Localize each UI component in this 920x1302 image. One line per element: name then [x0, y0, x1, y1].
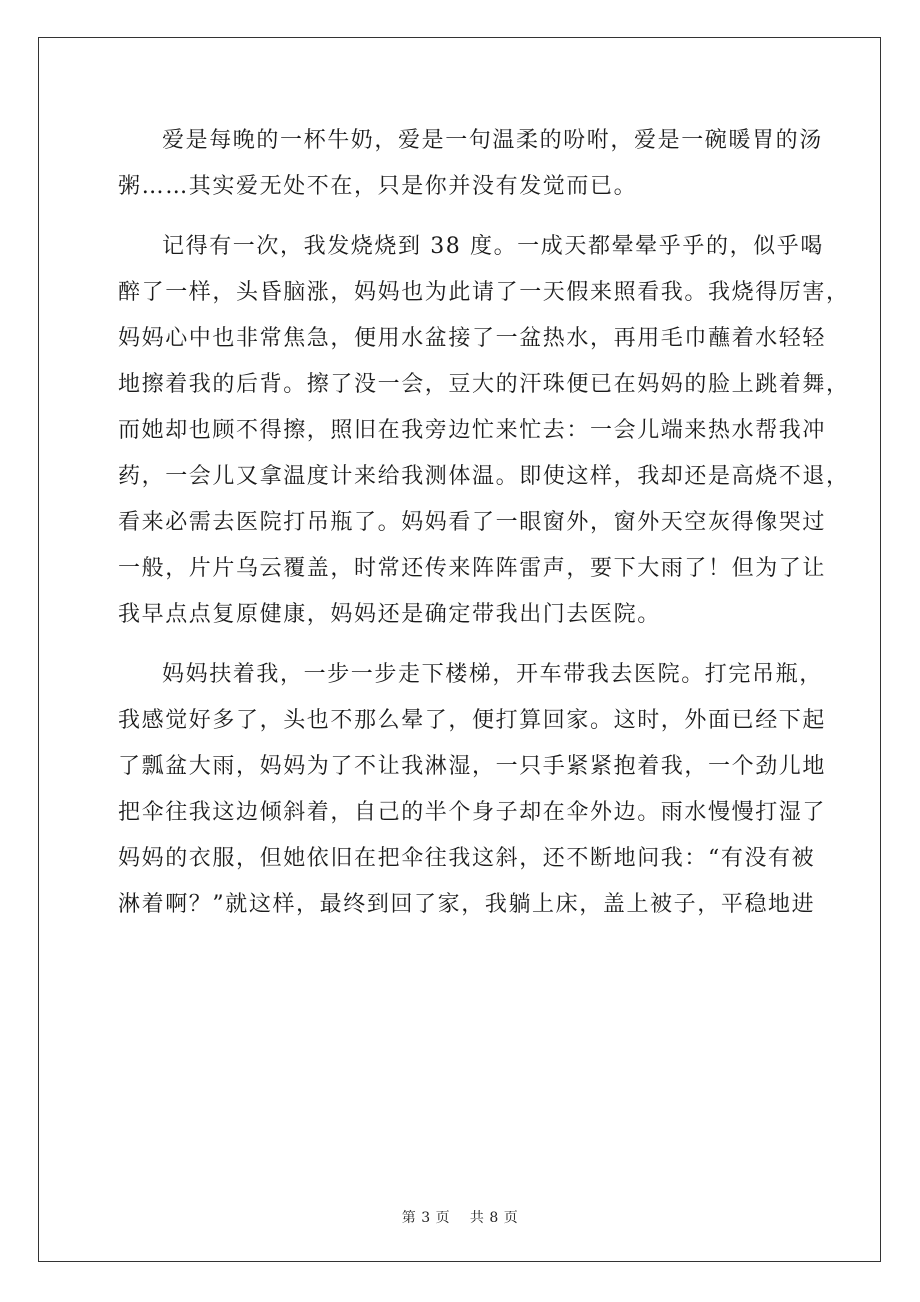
text-line: 我早点点复原健康，妈妈还是确定带我出门去医院。 [118, 602, 661, 627]
text-line: 看来必需去医院打吊瓶了。妈妈看了一眼窗外，窗外天空灰得像哭过 [118, 510, 827, 535]
page-number-total: 共 8 页 [469, 1210, 519, 1226]
document-body [118, 118, 850, 928]
page-number-current: 第 3 页 [401, 1210, 451, 1226]
page-footer [0, 1207, 920, 1227]
text-line: 我感觉好多了，头也不那么晕了，便打算回家。这时，外面已经下起 [118, 708, 827, 733]
text-line: 药，一会儿又拿温度计来给我测体温。即使这样，我却还是高烧不退， [118, 464, 850, 489]
text-line: 了瓢盆大雨，妈妈为了不让我淋湿，一只手紧紧抱着我，一个劲儿地 [118, 754, 827, 779]
text-line: 爱是每晚的一杯牛奶，爱是一句温柔的吩咐，爱是一碗暖胃的汤 [162, 128, 823, 153]
text-line: 把伞往我这边倾斜着，自己的半个身子却在伞外边。雨水慢慢打湿了 [118, 800, 827, 825]
text-line: 醉了一样，头昏脑涨，妈妈也为此请了一天假来照看我。我烧得厉害， [118, 280, 850, 305]
text-line: 淋着啊？”就这样，最终到回了家，我躺上床，盖上被子，平稳地进 [118, 892, 816, 917]
text-line: 而她却也顾不得擦，照旧在我旁边忙来忙去：一会儿端来热水帮我冲 [118, 418, 827, 443]
text-line: 一般，片片乌云覆盖，时常还传来阵阵雷声，要下大雨了！但为了让 [118, 556, 827, 581]
text-line: 妈妈扶着我，一步一步走下楼梯，开车带我去医院。打完吊瓶， [162, 662, 823, 687]
text-line: 记得有一次，我发烧烧到 38 度。一成天都晕晕乎乎的，似乎喝 [162, 234, 824, 259]
paragraph [118, 652, 827, 928]
text-line: 妈妈心中也非常焦急，便用水盆接了一盆热水，再用毛巾蘸着水轻轻 [118, 326, 827, 351]
text-line: 妈妈的衣服，但她依旧在把伞往我这斜，还不断地问我：“有没有被 [118, 846, 816, 871]
paragraph [118, 224, 850, 638]
paragraph [118, 118, 823, 210]
text-line: 地擦着我的后背。擦了没一会，豆大的汗珠便已在妈妈的脸上跳着舞， [118, 372, 850, 397]
text-line: 粥……其实爱无处不在，只是你并没有发觉而已。 [118, 174, 638, 199]
